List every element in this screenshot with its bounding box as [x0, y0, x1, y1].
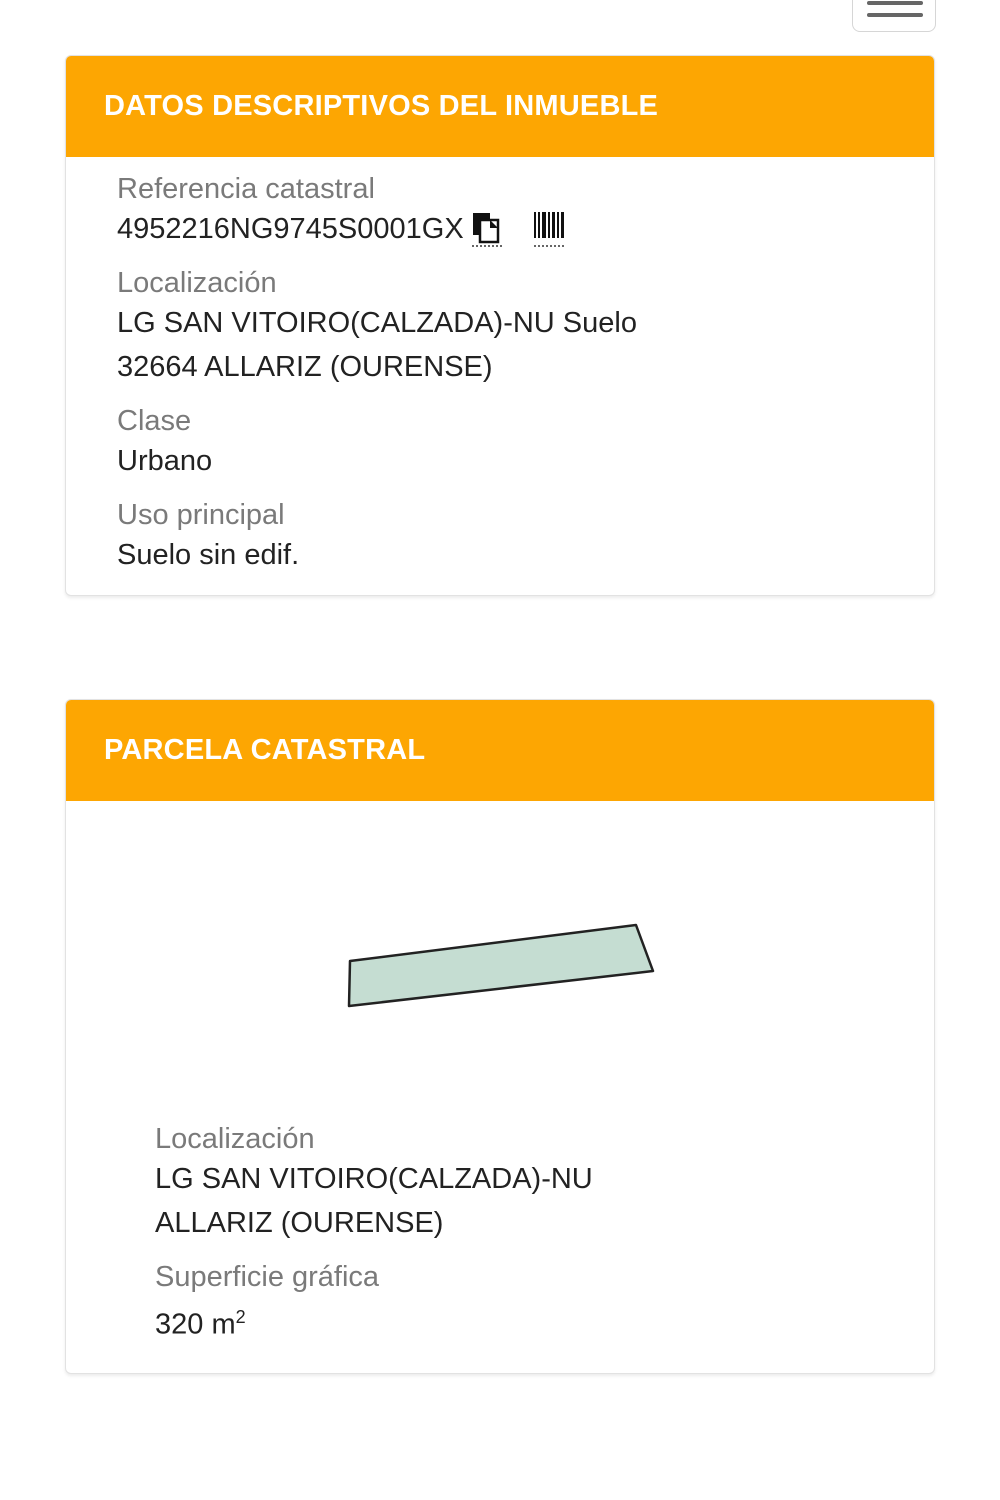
menu-button[interactable]: [852, 0, 936, 32]
copy-icon[interactable]: [470, 210, 504, 248]
localizacion-field: [117, 265, 934, 389]
parcela-localizacion-line1: LG SAN VITOIRO(CALZADA)-NU: [155, 1163, 593, 1195]
superficie-field: [155, 1259, 934, 1347]
uso-principal-field: [117, 497, 934, 577]
superficie-value: [155, 1295, 934, 1347]
referencia-value: 4952216NG9745S0001GX: [117, 213, 464, 245]
card-body: [66, 1121, 934, 1373]
datos-descriptivos-card: [65, 55, 935, 596]
card-title: DATOS DESCRIPTIVOS DEL INMUEBLE: [104, 90, 659, 122]
clase-field: [117, 403, 934, 483]
referencia-field: [117, 171, 934, 251]
superficie-label: Superficie gráfica: [155, 1261, 380, 1293]
card-body: [66, 157, 934, 595]
clase-label: Clase: [117, 405, 192, 437]
parcela-catastral-card: [65, 699, 935, 1374]
superficie-exponent: 2: [235, 1307, 246, 1327]
clase-value: Urbano: [117, 445, 213, 477]
referencia-label: Referencia catastral: [117, 173, 375, 205]
card-header: [66, 700, 934, 801]
uso-principal-label: Uso principal: [117, 499, 285, 531]
uso-principal-value: Suelo sin edif.: [117, 539, 300, 571]
barcode-icon[interactable]: [532, 210, 566, 248]
parcela-localizacion-line2: ALLARIZ (OURENSE): [155, 1207, 444, 1239]
parcel-map[interactable]: [66, 801, 934, 1121]
localizacion-line2: 32664 ALLARIZ (OURENSE): [117, 351, 493, 383]
localizacion-line1: LG SAN VITOIRO(CALZADA)-NU Suelo: [117, 307, 637, 339]
card-title: PARCELA CATASTRAL: [104, 734, 426, 766]
localizacion-label: Localización: [117, 267, 277, 299]
parcel-shape: [349, 925, 653, 1006]
superficie-number: 320 m: [155, 1308, 236, 1341]
card-header: [66, 56, 934, 157]
parcela-localizacion-label: Localización: [155, 1123, 315, 1155]
parcela-localizacion-field: [155, 1121, 934, 1245]
